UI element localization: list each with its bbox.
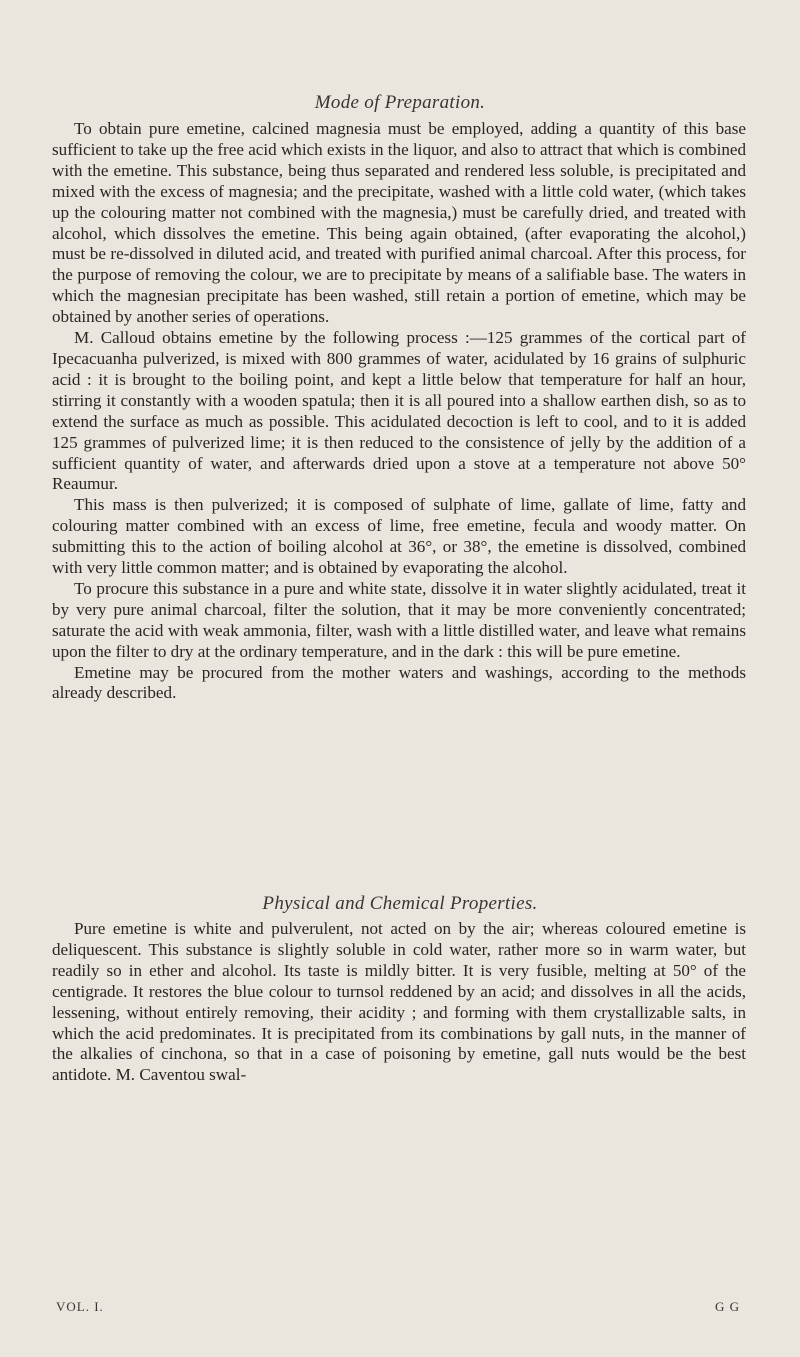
preparation-text [52,119,746,704]
paragraph: M. Calloud obtains emetine by the following process :—125 grammes of the cortical part of Ipecacuanha pulverized, is mixed with 800 grammes of water, acidulated by 16 grains of sulphuric acid : it is brought to the boiling point, and kept a little below that temperature for half an hour, stirring it constantly with a wooden spatula; then it is all poured into a shallow earthen dish, so as to extend the surface as much as possible. This acidulated decoction is left to cool, and to it is added 125 grammes of pulverized lime; it is then reduced to the consistence of jelly by the addition of a sufficient quantity of water, and afterwards dried upon a stove at a temperature not above 50° Reaumur. [52,328,746,494]
properties-text [52,919,746,1086]
section-heading-properties: Physical and Chemical Properties. [262,893,538,914]
paragraph: This mass is then pulverized; it is composed of sulphate of lime, gallate of lime, fatty and colouring matter combined with an excess of lime, free emetine, fecula and woody matter. On submitting this to the action of boiling alcohol at 36°, or 38°, the emetine is dissolved, combined with very little common matter; and is obtained by evaporating the alcohol. [52,495,746,578]
volume-label: VOL. I. [56,1299,104,1314]
section-heading-preparation: Mode of Preparation. [314,92,486,113]
paragraph: Pure emetine is white and pulverulent, not acted on by the air; whereas coloured emetine is deliquescent. This substance is slightly soluble in cold water, rather more so in warm water, but readily so in ether and alcohol. Its taste is mildly bitter. It is very fusible, melting at 50° of the centigrade. It restores the blue colour to turnsol reddened by an acid; and dissolves in all the acids, lessening, without entirely removing, their acidity ; and forming with them crystallizable salts, in which the acid predominates. It is precipitated from its combinations by gall nuts, in the manner of the alkalies of cinchona, so that in a case of poisoning by emetine, gall nuts would be the best antidote. M. Caventou swal- [52,919,746,1085]
paragraph: To obtain pure emetine, calcined magnesia must be employed, adding a quantity of this base sufficient to take up the free acid which exists in the liquor, and also to attract that which is combined with the emetine. This substance, being thus separated and rendered less soluble, is precipitated and mixed with the excess of magnesia; and the precipitate, washed with a little cold water, (which takes up the colouring matter not combined with the magnesia,) must be carefully dried, and treated with alcohol, which dissolves the emetine. This being again obtained, (after evaporating the alcohol,) must be re-dissolved in diluted acid, and treated with purified animal charcoal. After this process, for the purpose of removing the colour, we are to precipitate by means of a salifiable base. The waters in which the magnesian precipitate has been washed, still retain a portion of emetine, which may be obtained by another series of operations. [52,119,746,327]
paragraph: Emetine may be procured from the mother waters and washings, according to the methods already described. [52,662,746,703]
paragraph: To procure this substance in a pure and white state, dissolve it in water slightly acidulated, treat it by very pure animal charcoal, filter the solution, that it may be more conveniently concentrated; saturate the acid with weak ammonia, filter, wash with a little distilled water, and leave what remains upon the filter to dry at the ordinary temperature, and in the dark : this will be pure emetine. [52,578,746,661]
signature-mark: G G [714,1299,740,1314]
